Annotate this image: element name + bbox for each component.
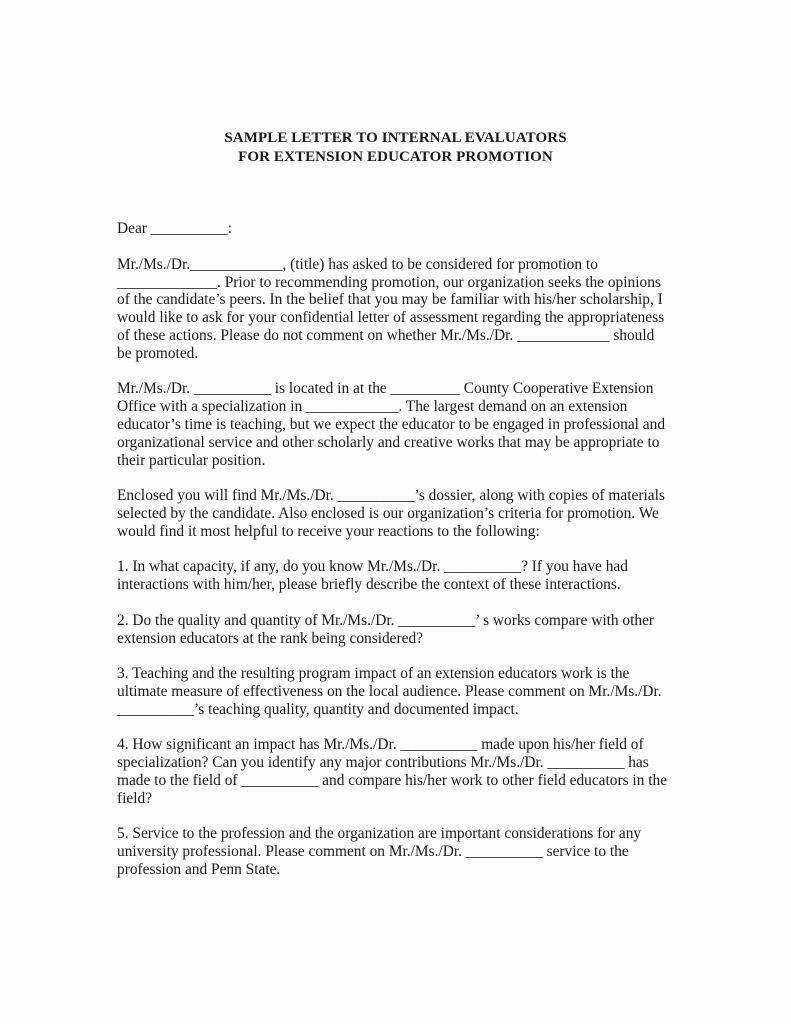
- question-2: [117, 612, 677, 648]
- text-line: educator’s time is teaching, but we expect the educator to be engaged in professional and: [117, 415, 666, 433]
- question-1: [117, 558, 677, 594]
- text-line: 5. Service to the profession and the organization are important considerations for any: [117, 825, 642, 843]
- text-line: be promoted.: [117, 344, 199, 362]
- question-3: [117, 665, 677, 718]
- text-line: of the candidate’s peers. In the belief that you may be familiar with his/her scholarship, I: [117, 291, 663, 309]
- text-line: made to the field of __________ and compare his/her work to other field educators in the: [117, 771, 668, 789]
- salutation: Dear __________:: [117, 220, 232, 237]
- paragraph-enclosed: [117, 487, 677, 540]
- text-line: interactions with him/her, please briefly describe the context of these interactions.: [117, 576, 621, 594]
- text-line: selected by the candidate. Also enclosed is our organization’s criteria for promotion. We: [117, 504, 659, 522]
- text-line: profession and Penn State.: [117, 860, 281, 878]
- text-line: _____________. Prior to recommending promotion, our organization seeks the opinions: [117, 273, 661, 291]
- text-line: of these actions. Please do not comment on whether Mr./Ms./Dr. ____________ should: [117, 326, 655, 344]
- paragraph-location: [117, 380, 677, 469]
- question-4: [117, 736, 677, 807]
- text-line: 4. How significant an impact has Mr./Ms./Dr. __________ made upon his/her field of: [117, 736, 644, 754]
- text-line: Mr./Ms./Dr.____________, (title) has asked to be considered for promotion to: [117, 255, 598, 273]
- text-line: extension educators at the rank being considered?: [117, 629, 423, 647]
- text-line: 2. Do the quality and quantity of Mr./Ms./Dr. __________’ s works compare with other: [117, 611, 655, 629]
- text-line: would like to ask for your confidential letter of assessment regarding the appropriateness: [117, 309, 665, 327]
- title-line-2: FOR EXTENSION EDUCATOR PROMOTION: [238, 149, 553, 165]
- paragraph-intro: [117, 256, 677, 363]
- title-line-1: SAMPLE LETTER TO INTERNAL EVALUATORS: [224, 130, 567, 146]
- letter-body: [117, 220, 677, 896]
- text-line: would find it most helpful to receive your reactions to the following:: [117, 522, 540, 540]
- text-line: 3. Teaching and the resulting program impact of an extension educators work is the: [117, 665, 630, 683]
- text-line: Enclosed you will find Mr./Ms./Dr. __________’s dossier, along with copies of materials: [117, 487, 665, 505]
- text-line: organizational service and other scholarly and creative works that may be appropriate to: [117, 433, 660, 451]
- text-line: __________’s teaching quality, quantity and documented impact.: [117, 700, 519, 718]
- text-line: Mr./Ms./Dr. __________ is located in at the _________ County Cooperative Extension: [117, 380, 654, 398]
- text-line: ultimate measure of effectiveness on the local audience. Please comment on Mr./Ms./Dr.: [117, 682, 662, 700]
- text-line: Office with a specialization in ____________. The largest demand on an extension: [117, 398, 628, 416]
- question-5: [117, 825, 677, 878]
- text-line: their particular position.: [117, 451, 266, 469]
- text-line: specialization? Can you identify any major contributions Mr./Ms./Dr. __________ has: [117, 754, 649, 772]
- text-line: field?: [117, 789, 153, 807]
- text-line: university professional. Please comment on Mr./Ms./Dr. __________ service to the: [117, 843, 629, 861]
- text-line: 1. In what capacity, if any, do you know Mr./Ms./Dr. __________? If you have had: [117, 558, 628, 576]
- letter-title: [0, 129, 791, 167]
